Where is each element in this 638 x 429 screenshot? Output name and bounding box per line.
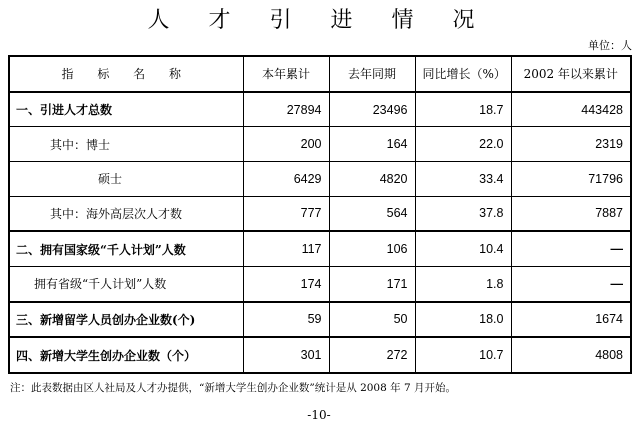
cell-last-year: 272 bbox=[329, 337, 415, 373]
cell-this-year: 174 bbox=[243, 266, 329, 301]
table-row bbox=[9, 231, 631, 266]
page-title: 人 才 引 进 情 况 bbox=[147, 8, 491, 33]
row-name: 硕士 bbox=[9, 161, 243, 196]
page-number: -10- bbox=[307, 408, 331, 422]
cell-cumulative: 71796 bbox=[511, 161, 631, 196]
row-name: 其中：海外高层次人才数 bbox=[9, 196, 243, 231]
cell-growth: 18.7 bbox=[415, 92, 511, 127]
table-row bbox=[9, 127, 631, 162]
row-name: 四、新增大学生创办企业数（个） bbox=[9, 337, 243, 373]
cell-this-year: 200 bbox=[243, 127, 329, 162]
row-name: 拥有省级“千人计划”人数 bbox=[9, 266, 243, 301]
unit-label: 单位：人 bbox=[588, 39, 632, 52]
cell-this-year: 59 bbox=[243, 302, 329, 338]
cell-last-year: 564 bbox=[329, 196, 415, 231]
cell-last-year: 106 bbox=[329, 231, 415, 266]
table-row bbox=[9, 337, 631, 373]
cell-this-year: 777 bbox=[243, 196, 329, 231]
cell-growth: 18.0 bbox=[415, 302, 511, 338]
table-row bbox=[9, 266, 631, 301]
cell-this-year: 27894 bbox=[243, 92, 329, 127]
cell-growth: 10.7 bbox=[415, 337, 511, 373]
talent-table bbox=[8, 55, 632, 374]
row-name: 其中：博士 bbox=[9, 127, 243, 162]
column-header-name: 指 标 名 称 bbox=[9, 56, 243, 92]
cell-growth: 22.0 bbox=[415, 127, 511, 162]
table-row bbox=[9, 92, 631, 127]
cell-cumulative: 2319 bbox=[511, 127, 631, 162]
row-name: 三、新增留学人员创办企业数(个) bbox=[9, 302, 243, 338]
row-name: 一、引进人才总数 bbox=[9, 92, 243, 127]
table-row bbox=[9, 161, 631, 196]
cell-growth: 33.4 bbox=[415, 161, 511, 196]
cell-growth: 1.8 bbox=[415, 266, 511, 301]
column-header-last-year: 去年同期 bbox=[329, 56, 415, 92]
cell-cumulative: 7887 bbox=[511, 196, 631, 231]
row-name: 二、拥有国家级“千人计划”人数 bbox=[9, 231, 243, 266]
table-header-row bbox=[9, 56, 631, 92]
cell-cumulative: — bbox=[511, 231, 631, 266]
cell-last-year: 50 bbox=[329, 302, 415, 338]
cell-last-year: 4820 bbox=[329, 161, 415, 196]
column-header-growth: 同比增长（%） bbox=[415, 56, 511, 92]
cell-this-year: 301 bbox=[243, 337, 329, 373]
cell-this-year: 117 bbox=[243, 231, 329, 266]
cell-cumulative: — bbox=[511, 266, 631, 301]
cell-cumulative: 443428 bbox=[511, 92, 631, 127]
cell-cumulative: 4808 bbox=[511, 337, 631, 373]
cell-last-year: 164 bbox=[329, 127, 415, 162]
column-header-cumulative: 2002 年以来累计 bbox=[511, 56, 631, 92]
cell-this-year: 6429 bbox=[243, 161, 329, 196]
column-header-this-year: 本年累计 bbox=[243, 56, 329, 92]
table-row bbox=[9, 196, 631, 231]
cell-cumulative: 1674 bbox=[511, 302, 631, 338]
table-row bbox=[9, 302, 631, 338]
cell-growth: 10.4 bbox=[415, 231, 511, 266]
cell-last-year: 171 bbox=[329, 266, 415, 301]
cell-last-year: 23496 bbox=[329, 92, 415, 127]
footnote: 注：此表数据由区人社局及人才办提供，“新增大学生创办企业数”统计是从 2008 年 7 月开始。 bbox=[10, 382, 456, 394]
cell-growth: 37.8 bbox=[415, 196, 511, 231]
